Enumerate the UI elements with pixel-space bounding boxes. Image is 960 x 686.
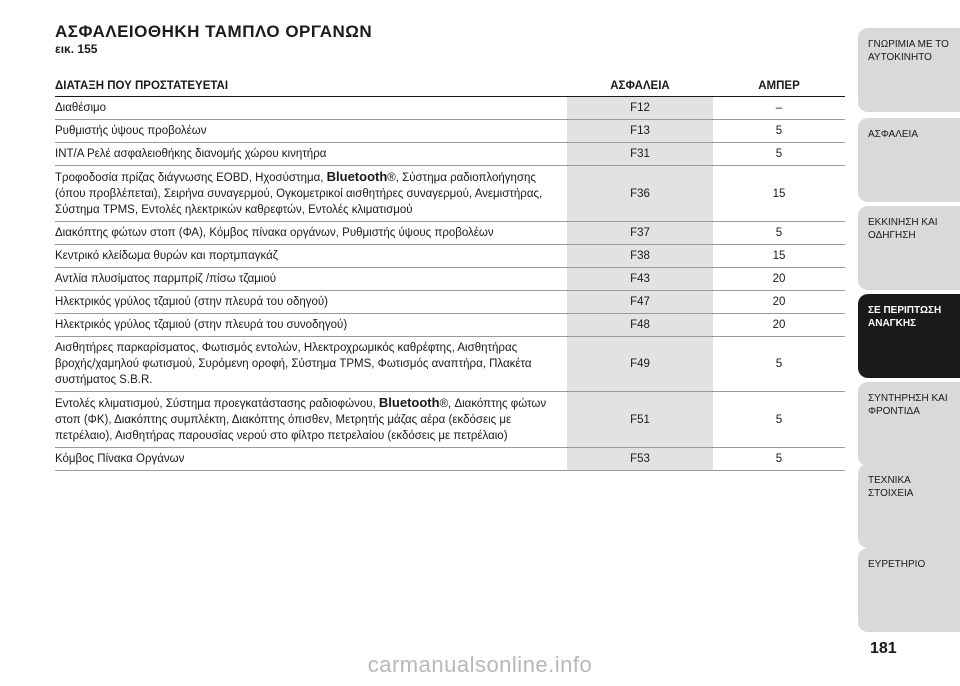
row-description: Τροφοδοσία πρίζας διάγνωσης EOBD, Ηχοσύστημα, Bluetooth®, Σύστημα ραδιοπλοήγησης (όπου προβλέπεται), Σειρήνα συναγερμού, Ογκομετρικοί αισθητήρες συναγερμού, Ανεμιστήρας, Σύστημα TPMS, Εντολές ηλεκτρικών καθρεφτών, Εντολές κλιματισμού	[55, 169, 543, 216]
table-row	[55, 448, 845, 471]
chapter-tab[interactable]: ΕΥΡΕΤΗΡΙΟ	[858, 548, 960, 632]
row-fuse: F31	[567, 143, 713, 165]
row-fuse: F12	[567, 97, 713, 119]
row-description: Ηλεκτρικός γρύλος τζαμιού (στην πλευρά του συνοδηγού)	[55, 319, 348, 331]
page-title: ΑΣΦΑΛΕΙΟΘΗΚΗ ΤΑΜΠΛΟ ΟΡΓΑΝΩΝ	[55, 22, 373, 41]
row-fuse: F36	[567, 166, 713, 221]
table-row	[55, 314, 845, 337]
table-row	[55, 120, 845, 143]
row-fuse: F48	[567, 314, 713, 336]
row-description: Ρυθμιστής ύψους προβολέων	[55, 125, 207, 137]
row-amp: 15	[772, 187, 786, 200]
row-description: INT/A Ρελέ ασφαλειοθήκης διανομής χώρου κινητήρα	[55, 148, 327, 160]
header-fuse: ΑΣΦΑΛΕΙΑ	[610, 80, 670, 92]
table-row	[55, 245, 845, 268]
chapter-tab[interactable]: ΣΥΝΤΗΡΗΣΗ ΚΑΙ ΦΡΟΝΤΙΔΑ	[858, 382, 960, 466]
table-row	[55, 291, 845, 314]
row-fuse: F47	[567, 291, 713, 313]
row-amp: 20	[772, 319, 786, 331]
watermark: carmanualsonline.info	[367, 652, 593, 677]
figure-reference: εικ. 155	[55, 42, 98, 56]
chapter-tab[interactable]: ΤΕΧΝΙΚΑ ΣΤΟΙΧΕΙΑ	[858, 464, 960, 548]
table-row	[55, 268, 845, 291]
table-row	[55, 143, 845, 166]
table-header-row	[55, 76, 845, 97]
row-amp: 5	[775, 413, 783, 426]
row-description: Αντλία πλυσίματος παρμπρίζ /πίσω τζαμιού	[55, 273, 277, 285]
row-fuse: F51	[567, 392, 713, 447]
row-fuse: F37	[567, 222, 713, 244]
chapter-tab[interactable]: ΕΚΚΙΝΗΣΗ ΚΑΙ ΟΔΗΓΗΣΗ	[858, 206, 960, 290]
row-description: Εντολές κλιματισμού, Σύστημα προεγκατάστασης ραδιοφώνου, Bluetooth®, Διακόπτης φώτων στοπ (ΦΚ), Διακόπτης συμπλέκτη, Διακόπτης όπισθεν, Μετρητής μάζας αέρα (εκδόσεις με πετρέλαιο), Αισθητήρας παρουσίας νερού στο φίλτρο πετρελαίου (εκδόσεις με πετρέλαιο)	[55, 395, 547, 442]
bluetooth-brand: Bluetooth	[326, 169, 388, 184]
chapter-tab[interactable]: ΓΝΩΡΙΜΙΑ ΜΕ ΤΟ ΑΥΤΟΚΙΝΗΤΟ	[858, 28, 960, 112]
bluetooth-brand: Bluetooth	[378, 395, 440, 410]
row-amp: 5	[775, 125, 783, 137]
table-row	[55, 222, 845, 245]
row-fuse: F38	[567, 245, 713, 267]
fuse-table	[55, 76, 845, 471]
row-description: Κεντρικό κλείδωμα θυρών και πορτμπαγκάζ	[55, 250, 278, 262]
chapter-sidebar	[858, 28, 960, 640]
header-description: ΔΙΑΤΑΞΗ ΠΟΥ ΠΡΟΣΤΑΤΕΥΕΤΑΙ	[55, 80, 229, 92]
row-fuse: F13	[567, 120, 713, 142]
row-amp: 20	[772, 296, 786, 308]
row-amp: 5	[775, 227, 783, 239]
row-amp: 20	[772, 273, 786, 285]
row-fuse: F43	[567, 268, 713, 290]
header-amp: ΑΜΠΕΡ	[758, 80, 800, 92]
page-number: 181	[870, 640, 897, 657]
chapter-tab[interactable]: ΑΣΦΑΛΕΙΑ	[858, 118, 960, 202]
row-description: Ηλεκτρικός γρύλος τζαμιού (στην πλευρά του οδηγού)	[55, 296, 329, 308]
table-row	[55, 166, 845, 222]
row-amp: 15	[772, 250, 786, 262]
chapter-tab[interactable]: ΣΕ ΠΕΡΙΠΤΩΣΗ ΑΝΑΓΚΗΣ	[858, 294, 960, 378]
row-amp: 5	[775, 453, 783, 465]
row-description: Διακόπτης φώτων στοπ (ΦΑ), Κόμβος πίνακα οργάνων, Ρυθμιστής ύψους προβολέων	[55, 227, 494, 239]
row-amp: 5	[775, 148, 783, 160]
row-description: Κόμβος Πίνακα Οργάνων	[55, 453, 185, 465]
row-description: Διαθέσιμο	[55, 102, 107, 114]
row-amp: 5	[775, 358, 783, 370]
table-row	[55, 97, 845, 120]
row-description: Αισθητήρες παρκαρίσματος, Φωτισμός εντολών, Ηλεκτροχρωμικός καθρέφτης, Αισθητήρας βροχής/χαμηλού φωτισμού, Συρόμενη οροφή, Σύστημα TPMS, Φωτισμός αναπτήρα, Πλακέτα συστήματος S.B.R.	[55, 342, 532, 386]
row-fuse: F49	[567, 337, 713, 391]
row-amp: –	[775, 102, 783, 114]
table-body	[55, 97, 845, 471]
table-row	[55, 337, 845, 392]
table-row	[55, 392, 845, 448]
row-fuse: F53	[567, 448, 713, 470]
